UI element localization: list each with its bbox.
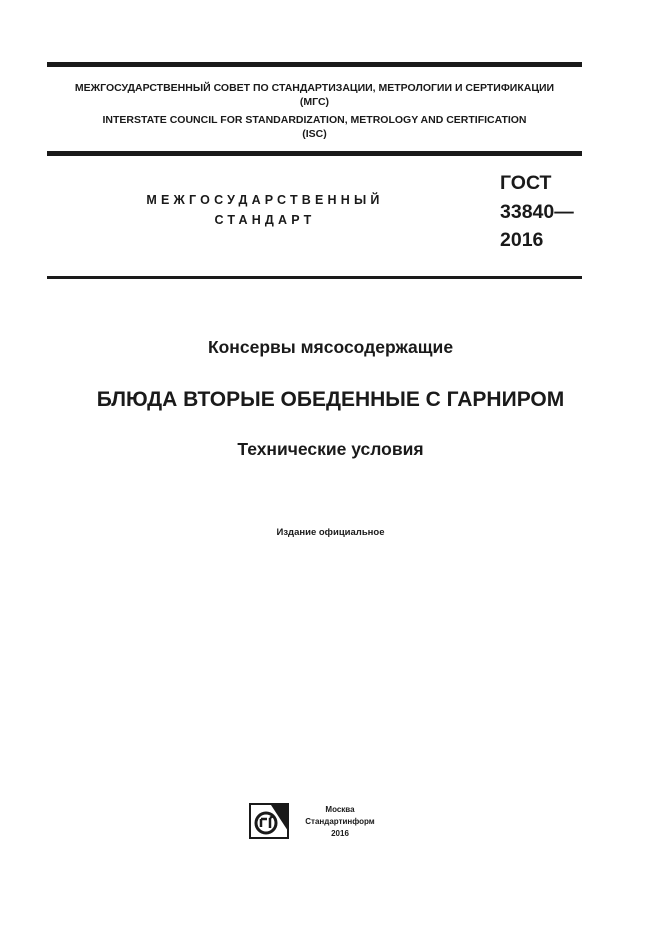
gost-label: ГОСТ <box>500 172 552 194</box>
document-subtitle: Технические условия <box>237 439 424 459</box>
document-title: БЛЮДА ВТОРЫЕ ОБЕДЕННЫЕ С ГАРНИРОМ <box>96 388 565 411</box>
header-bottom-rule <box>47 151 582 156</box>
publication-year: 2016 <box>331 829 349 838</box>
edition-note: Издание официальное <box>276 527 385 538</box>
council-abbr-ru: (МГС) <box>299 96 330 108</box>
standard-type-line2: СТАНДАРТ <box>214 213 316 227</box>
top-rule <box>47 62 582 67</box>
standard-bottom-rule <box>47 276 582 279</box>
publisher-name: Стандартинформ <box>305 817 375 826</box>
product-category: Консервы мясосодержащие <box>207 337 454 357</box>
gost-number: 33840— <box>500 201 574 223</box>
council-name-en: INTERSTATE COUNCIL FOR STANDARDIZATION, METROLOGY AND CERTIFICATION <box>102 114 527 126</box>
standartinform-logo-icon <box>249 803 289 839</box>
standard-type-line1: МЕЖГОСУДАРСТВЕННЫЙ <box>146 193 384 207</box>
gost-year: 2016 <box>500 229 544 251</box>
council-abbr-en: (ISC) <box>302 128 327 140</box>
publisher-city: Москва <box>325 805 355 814</box>
council-name-ru: МЕЖГОСУДАРСТВЕННЫЙ СОВЕТ ПО СТАНДАРТИЗАЦИИ, МЕТРОЛОГИИ И СЕРТИФИКАЦИИ <box>74 82 555 94</box>
